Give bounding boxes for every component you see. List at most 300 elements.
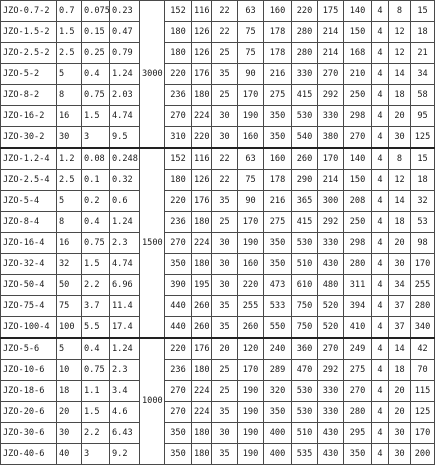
table-cell: 1.24 — [110, 338, 140, 360]
table-cell: 275 — [344, 360, 372, 381]
table-cell: 750 — [292, 296, 318, 317]
table-cell: 4 — [372, 64, 389, 85]
table-row — [1, 148, 435, 170]
table-cell: 214 — [318, 22, 344, 43]
table-cell: 224 — [192, 381, 212, 402]
table-cell: 180 — [165, 22, 192, 43]
table-cell: 5 — [57, 64, 82, 85]
table-cell: 270 — [165, 402, 192, 423]
table-cell: 255 — [411, 275, 435, 296]
table-cell: 32 — [57, 254, 82, 275]
table-cell: 270 — [318, 338, 344, 360]
table-cell: 16 — [57, 106, 82, 127]
table-cell: 1.1 — [82, 381, 110, 402]
table-cell: 98 — [411, 233, 435, 254]
table-cell: 236 — [165, 85, 192, 106]
model-cell: JZO-2.5-4 — [1, 170, 57, 191]
table-cell: 4 — [372, 360, 389, 381]
table-cell: 3.7 — [82, 296, 110, 317]
table-cell: 150 — [344, 170, 372, 191]
table-cell: 350 — [264, 254, 292, 275]
table-cell: 20 — [57, 402, 82, 423]
table-cell: 22 — [212, 170, 238, 191]
table-cell: 180 — [165, 43, 192, 64]
table-cell: 220 — [165, 338, 192, 360]
table-cell: 170 — [318, 148, 344, 170]
table-cell: 40 — [57, 444, 82, 465]
table-cell: 176 — [192, 64, 212, 85]
table-cell: 4 — [372, 170, 389, 191]
table-cell: 4 — [372, 444, 389, 465]
table-cell: 311 — [344, 275, 372, 296]
table-cell: 190 — [238, 106, 264, 127]
table-row — [1, 402, 435, 423]
table-cell: 330 — [318, 106, 344, 127]
table-cell: 0.248 — [110, 148, 140, 170]
model-cell: JZO-16-4 — [1, 233, 57, 254]
table-cell: 0.75 — [82, 233, 110, 254]
table-cell: 216 — [264, 191, 292, 212]
table-cell: 90 — [238, 191, 264, 212]
table-cell: 4 — [372, 423, 389, 444]
table-cell: 750 — [292, 317, 318, 339]
table-cell: 18 — [389, 212, 411, 233]
model-cell: JZO-50-4 — [1, 275, 57, 296]
table-cell: 2.3 — [110, 360, 140, 381]
table-cell: 0.075 — [82, 1, 110, 22]
table-cell: 3 — [82, 127, 110, 149]
table-cell: 400 — [264, 423, 292, 444]
table-cell: 255 — [238, 296, 264, 317]
table-cell: 180 — [165, 170, 192, 191]
table-cell: 216 — [264, 64, 292, 85]
table-cell: 0.2 — [82, 191, 110, 212]
table-cell: 330 — [318, 233, 344, 254]
model-cell: JZO-30-2 — [1, 127, 57, 149]
table-cell: 95 — [411, 106, 435, 127]
table-row — [1, 423, 435, 444]
table-cell: 30 — [212, 254, 238, 275]
table-cell: 224 — [192, 106, 212, 127]
table-cell: 5 — [57, 191, 82, 212]
table-cell: 22 — [212, 22, 238, 43]
table-cell: 365 — [292, 191, 318, 212]
table-row — [1, 170, 435, 191]
table-cell: 214 — [318, 43, 344, 64]
table-cell: 4 — [372, 402, 389, 423]
model-cell: JZO-18-6 — [1, 381, 57, 402]
table-cell: 0.79 — [110, 43, 140, 64]
table-row — [1, 360, 435, 381]
table-cell: 150 — [344, 22, 372, 43]
table-cell: 30 — [57, 127, 82, 149]
table-cell: 22 — [212, 1, 238, 22]
table-cell: 330 — [318, 381, 344, 402]
table-cell: 2.2 — [82, 423, 110, 444]
table-cell: 170 — [238, 212, 264, 233]
table-cell: 473 — [264, 275, 292, 296]
table-cell: 0.23 — [110, 1, 140, 22]
table-cell: 289 — [264, 360, 292, 381]
table-row — [1, 317, 435, 339]
table-cell: 6.96 — [110, 275, 140, 296]
table-cell: 0.15 — [82, 22, 110, 43]
table-cell: 35 — [212, 444, 238, 465]
model-cell: JZO-8-2 — [1, 85, 57, 106]
table-cell: 10 — [57, 360, 82, 381]
table-cell: 275 — [264, 212, 292, 233]
table-cell: 440 — [165, 296, 192, 317]
table-cell: 1.24 — [110, 212, 140, 233]
table-cell: 295 — [344, 423, 372, 444]
model-cell: JZO-75-4 — [1, 296, 57, 317]
table-cell: 2.5 — [57, 43, 82, 64]
table-cell: 280 — [344, 402, 372, 423]
table-row — [1, 275, 435, 296]
table-cell: 520 — [318, 296, 344, 317]
table-cell: 280 — [292, 43, 318, 64]
table-row — [1, 254, 435, 275]
table-cell: 1.5 — [82, 402, 110, 423]
table-cell: 14 — [389, 64, 411, 85]
table-cell: 6.43 — [110, 423, 140, 444]
table-cell: 430 — [318, 254, 344, 275]
table-cell: 510 — [292, 254, 318, 275]
table-cell: 270 — [165, 233, 192, 254]
table-cell: 190 — [238, 233, 264, 254]
table-cell: 5.5 — [82, 317, 110, 339]
table-row — [1, 338, 435, 360]
speed-cell: 1500 — [140, 148, 165, 338]
table-cell: 20 — [389, 106, 411, 127]
table-cell: 9.5 — [110, 127, 140, 149]
table-cell: 12 — [389, 22, 411, 43]
table-row — [1, 444, 435, 465]
table-cell: 180 — [192, 254, 212, 275]
table-cell: 9.2 — [110, 444, 140, 465]
table-cell: 70 — [411, 360, 435, 381]
table-cell: 178 — [264, 43, 292, 64]
table-cell: 430 — [318, 423, 344, 444]
table-cell: 380 — [318, 127, 344, 149]
table-cell: 37 — [389, 317, 411, 339]
table-cell: 168 — [344, 43, 372, 64]
table-cell: 535 — [292, 444, 318, 465]
table-cell: 330 — [292, 64, 318, 85]
table-cell: 190 — [238, 423, 264, 444]
table-cell: 236 — [165, 360, 192, 381]
table-cell: 350 — [264, 402, 292, 423]
spec-table-body — [1, 1, 435, 465]
table-cell: 270 — [344, 381, 372, 402]
table-cell: 176 — [192, 191, 212, 212]
table-cell: 75 — [57, 296, 82, 317]
table-cell: 430 — [318, 444, 344, 465]
model-cell: JZO-20-6 — [1, 402, 57, 423]
table-cell: 4 — [372, 212, 389, 233]
table-cell: 34 — [411, 64, 435, 85]
table-row — [1, 106, 435, 127]
table-cell: 18 — [389, 85, 411, 106]
table-cell: 208 — [344, 191, 372, 212]
table-cell: 220 — [165, 64, 192, 85]
table-cell: 35 — [212, 402, 238, 423]
table-cell: 170 — [238, 85, 264, 106]
table-cell: 4 — [372, 106, 389, 127]
table-cell: 37 — [389, 296, 411, 317]
table-cell: 140 — [344, 148, 372, 170]
table-cell: 350 — [165, 423, 192, 444]
table-cell: 30 — [212, 423, 238, 444]
table-cell: 90 — [238, 64, 264, 85]
table-cell: 440 — [165, 317, 192, 339]
table-row — [1, 85, 435, 106]
table-cell: 530 — [292, 233, 318, 254]
table-cell: 30 — [389, 254, 411, 275]
table-cell: 0.75 — [82, 85, 110, 106]
table-cell: 4 — [372, 317, 389, 339]
table-cell: 292 — [318, 85, 344, 106]
table-cell: 400 — [264, 444, 292, 465]
table-cell: 470 — [292, 360, 318, 381]
table-cell: 249 — [344, 338, 372, 360]
table-cell: 160 — [238, 254, 264, 275]
table-cell: 0.6 — [110, 191, 140, 212]
table-cell: 350 — [264, 106, 292, 127]
table-cell: 350 — [344, 444, 372, 465]
table-cell: 160 — [264, 1, 292, 22]
table-cell: 15 — [411, 1, 435, 22]
table-cell: 214 — [318, 170, 344, 191]
table-cell: 410 — [344, 317, 372, 339]
table-cell: 0.4 — [82, 64, 110, 85]
table-cell: 480 — [318, 275, 344, 296]
table-cell: 1.24 — [110, 64, 140, 85]
table-cell: 360 — [292, 338, 318, 360]
table-cell: 160 — [264, 148, 292, 170]
table-cell: 0.08 — [82, 148, 110, 170]
table-cell: 415 — [292, 85, 318, 106]
table-cell: 533 — [264, 296, 292, 317]
table-cell: 8 — [389, 1, 411, 22]
table-cell: 30 — [389, 127, 411, 149]
table-cell: 224 — [192, 402, 212, 423]
table-cell: 0.75 — [82, 360, 110, 381]
table-cell: 270 — [165, 106, 192, 127]
table-cell: 170 — [411, 254, 435, 275]
table-cell: 63 — [238, 1, 264, 22]
table-cell: 0.4 — [82, 212, 110, 233]
table-cell: 350 — [165, 254, 192, 275]
table-cell: 14 — [389, 338, 411, 360]
table-cell: 610 — [292, 275, 318, 296]
table-cell: 20 — [389, 381, 411, 402]
table-cell: 210 — [344, 64, 372, 85]
table-cell: 280 — [344, 254, 372, 275]
model-cell: JZO-5-6 — [1, 338, 57, 360]
table-cell: 1.5 — [57, 22, 82, 43]
speed-cell: 1000 — [140, 338, 165, 465]
table-cell: 250 — [344, 85, 372, 106]
table-cell: 3 — [82, 444, 110, 465]
table-cell: 126 — [192, 170, 212, 191]
table-cell: 415 — [292, 212, 318, 233]
table-cell: 75 — [238, 22, 264, 43]
table-cell: 8 — [389, 148, 411, 170]
table-cell: 180 — [192, 360, 212, 381]
table-cell: 180 — [192, 212, 212, 233]
table-cell: 152 — [165, 148, 192, 170]
table-cell: 0.25 — [82, 43, 110, 64]
table-cell: 4 — [372, 85, 389, 106]
table-cell: 4 — [372, 338, 389, 360]
table-cell: 30 — [389, 423, 411, 444]
table-cell: 116 — [192, 1, 212, 22]
table-cell: 195 — [192, 275, 212, 296]
table-cell: 510 — [292, 423, 318, 444]
table-cell: 292 — [318, 360, 344, 381]
table-cell: 4 — [372, 1, 389, 22]
table-cell: 236 — [165, 212, 192, 233]
table-cell: 75 — [238, 170, 264, 191]
table-cell: 270 — [165, 381, 192, 402]
model-cell: JZO-30-6 — [1, 423, 57, 444]
table-cell: 270 — [318, 64, 344, 85]
table-cell: 260 — [192, 296, 212, 317]
table-cell: 190 — [238, 402, 264, 423]
table-row — [1, 233, 435, 254]
model-cell: JZO-32-4 — [1, 254, 57, 275]
table-cell: 126 — [192, 43, 212, 64]
table-cell: 16 — [57, 233, 82, 254]
table-cell: 4 — [372, 381, 389, 402]
table-cell: 180 — [192, 444, 212, 465]
table-cell: 12 — [389, 43, 411, 64]
table-cell: 280 — [411, 296, 435, 317]
table-cell: 1.2 — [57, 148, 82, 170]
table-cell: 0.1 — [82, 170, 110, 191]
table-cell: 394 — [344, 296, 372, 317]
model-cell: JZO-8-4 — [1, 212, 57, 233]
table-cell: 125 — [411, 127, 435, 149]
table-cell: 340 — [411, 317, 435, 339]
table-cell: 30 — [212, 127, 238, 149]
table-cell: 190 — [238, 381, 264, 402]
table-cell: 240 — [264, 338, 292, 360]
table-cell: 30 — [212, 233, 238, 254]
table-row — [1, 296, 435, 317]
table-cell: 11.4 — [110, 296, 140, 317]
model-cell: JZO-5-4 — [1, 191, 57, 212]
table-cell: 2.5 — [57, 170, 82, 191]
table-cell: 4 — [372, 127, 389, 149]
table-cell: 75 — [238, 43, 264, 64]
table-cell: 100 — [57, 317, 82, 339]
table-cell: 15 — [411, 148, 435, 170]
table-cell: 178 — [264, 170, 292, 191]
table-cell: 220 — [292, 1, 318, 22]
table-cell: 140 — [344, 1, 372, 22]
table-cell: 530 — [292, 402, 318, 423]
table-cell: 224 — [192, 233, 212, 254]
table-cell: 18 — [389, 360, 411, 381]
table-cell: 120 — [238, 338, 264, 360]
model-cell: JZO-1.2-4 — [1, 148, 57, 170]
table-row — [1, 22, 435, 43]
table-cell: 520 — [318, 317, 344, 339]
table-cell: 4.74 — [110, 254, 140, 275]
table-cell: 20 — [389, 233, 411, 254]
table-cell: 320 — [264, 381, 292, 402]
table-cell: 290 — [292, 170, 318, 191]
table-cell: 1.5 — [82, 106, 110, 127]
table-cell: 190 — [238, 444, 264, 465]
table-cell: 176 — [192, 338, 212, 360]
table-cell: 116 — [192, 148, 212, 170]
table-cell: 32 — [411, 191, 435, 212]
table-cell: 35 — [212, 317, 238, 339]
table-row — [1, 191, 435, 212]
table-cell: 18 — [57, 381, 82, 402]
table-cell: 58 — [411, 85, 435, 106]
table-cell: 30 — [212, 106, 238, 127]
table-cell: 0.7 — [57, 1, 82, 22]
table-cell: 4 — [372, 254, 389, 275]
table-cell: 17.4 — [110, 317, 140, 339]
table-cell: 4 — [372, 148, 389, 170]
table-cell: 42 — [411, 338, 435, 360]
table-cell: 220 — [165, 191, 192, 212]
table-cell: 14 — [389, 191, 411, 212]
table-cell: 0.47 — [110, 22, 140, 43]
table-cell: 1.5 — [82, 254, 110, 275]
table-cell: 180 — [192, 423, 212, 444]
table-cell: 8 — [57, 212, 82, 233]
table-cell: 310 — [165, 127, 192, 149]
model-cell: JZO-5-2 — [1, 64, 57, 85]
model-cell: JZO-40-6 — [1, 444, 57, 465]
table-row — [1, 64, 435, 85]
table-cell: 4 — [372, 22, 389, 43]
table-cell: 530 — [292, 106, 318, 127]
table-cell: 250 — [344, 212, 372, 233]
table-cell: 260 — [292, 148, 318, 170]
table-cell: 35 — [212, 296, 238, 317]
table-cell: 25 — [212, 360, 238, 381]
table-cell: 260 — [238, 317, 264, 339]
table-cell: 280 — [292, 22, 318, 43]
table-row — [1, 43, 435, 64]
table-cell: 4 — [372, 191, 389, 212]
table-cell: 34 — [389, 275, 411, 296]
table-cell: 175 — [318, 1, 344, 22]
model-cell: JZO-10-6 — [1, 360, 57, 381]
table-cell: 2.3 — [110, 233, 140, 254]
table-cell: 20 — [389, 402, 411, 423]
table-cell: 4.6 — [110, 402, 140, 423]
model-cell: JZO-1.5-2 — [1, 22, 57, 43]
table-cell: 53 — [411, 212, 435, 233]
table-cell: 540 — [292, 127, 318, 149]
table-cell: 25 — [212, 212, 238, 233]
table-cell: 5 — [57, 338, 82, 360]
table-cell: 220 — [192, 127, 212, 149]
table-cell: 330 — [318, 402, 344, 423]
table-row — [1, 212, 435, 233]
table-cell: 125 — [411, 402, 435, 423]
model-cell: JZO-0.7-2 — [1, 1, 57, 22]
table-cell: 18 — [411, 170, 435, 191]
